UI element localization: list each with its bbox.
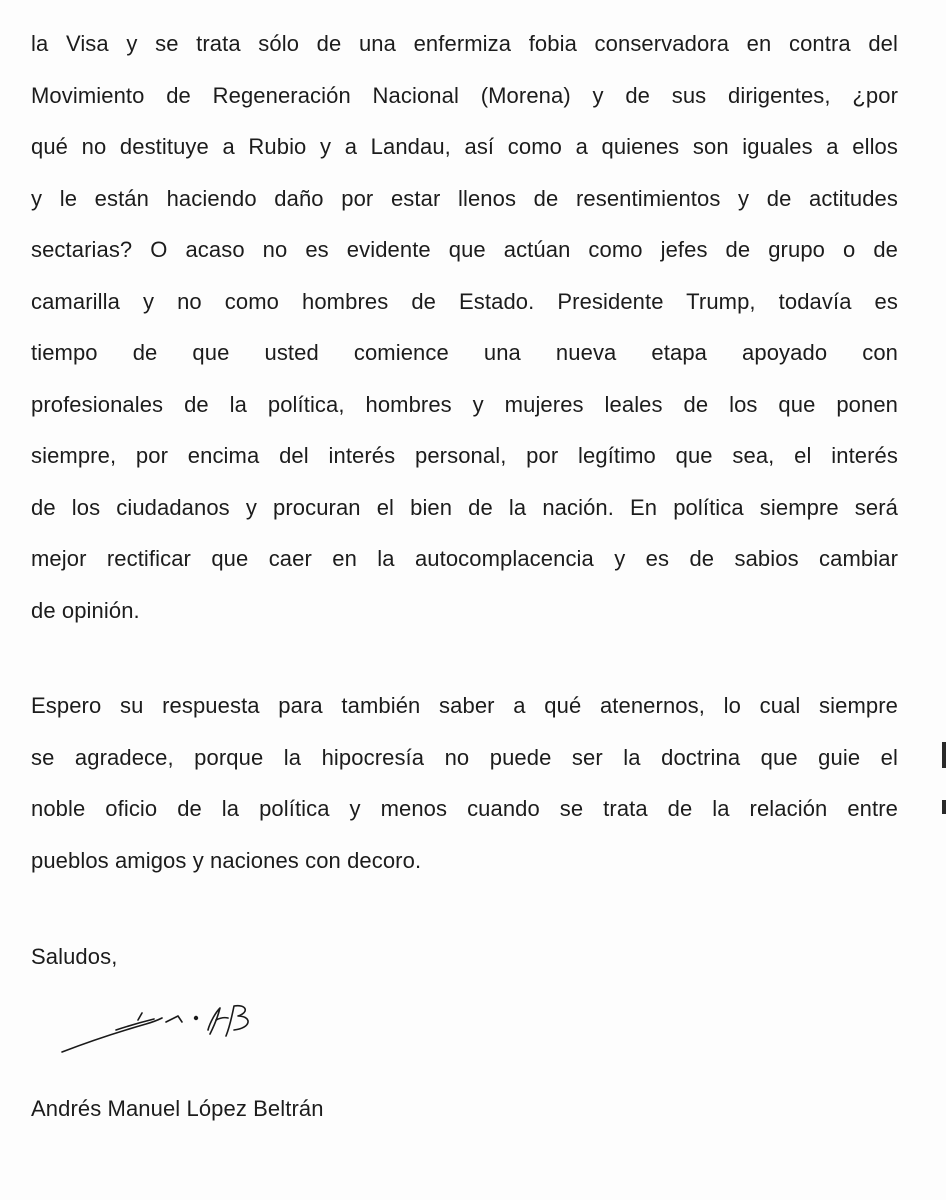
paragraph-line: noble oficio de la política y menos cuando se trata de la relación entre xyxy=(31,796,898,821)
paragraph-line-last: pueblos amigos y naciones con decoro. xyxy=(31,847,422,873)
paragraph-line: se agradece, porque la hipocresía no puede ser la doctrina que guie el xyxy=(31,744,898,770)
closing-salutation xyxy=(31,931,898,983)
scan-edge-mark xyxy=(942,800,946,814)
paragraph-line: Espero su respuesta para también saber a qué atenernos, lo cual siempre xyxy=(31,693,898,718)
paragraph-line: profesionales de la política, hombres y mujeres leales de los que ponen xyxy=(31,391,898,417)
paragraph-line: qué no destituye a Rubio y a Landau, así como a quienes son iguales a ellos xyxy=(31,134,898,159)
signer-name-text: Andrés Manuel López Beltrán xyxy=(31,1096,324,1121)
paragraph-line-last: de opinión. xyxy=(31,597,140,623)
signature-image xyxy=(58,1000,278,1060)
paragraph-line: tiempo de que usted comience una nueva etapa apoyado con xyxy=(31,340,898,365)
body-paragraph-2 xyxy=(31,680,898,886)
paragraph-line: y le están haciendo daño por estar llenos de resentimientos y de actitudes xyxy=(31,185,898,211)
scan-edge-mark xyxy=(942,742,946,768)
closing-text: Saludos, xyxy=(31,944,118,969)
signer-name xyxy=(31,1083,898,1135)
paragraph-line: Movimiento de Regeneración Nacional (Morena) y de sus dirigentes, ¿por xyxy=(31,82,898,108)
paragraph-line: la Visa y se trata sólo de una enfermiza fobia conservadora en contra del xyxy=(31,31,898,56)
paragraph-line: de los ciudadanos y procuran el bien de la nación. En política siempre será xyxy=(31,494,898,520)
paragraph-line: siempre, por encima del interés personal, por legítimo que sea, el interés xyxy=(31,443,898,468)
paragraph-line: sectarias? O acaso no es evidente que actúan como jefes de grupo o de xyxy=(31,237,898,262)
body-paragraph-1 xyxy=(31,18,898,636)
paragraph-line: mejor rectificar que caer en la autocomplacencia y es de sabios cambiar xyxy=(31,546,898,571)
paragraph-line: camarilla y no como hombres de Estado. Presidente Trump, todavía es xyxy=(31,288,898,314)
